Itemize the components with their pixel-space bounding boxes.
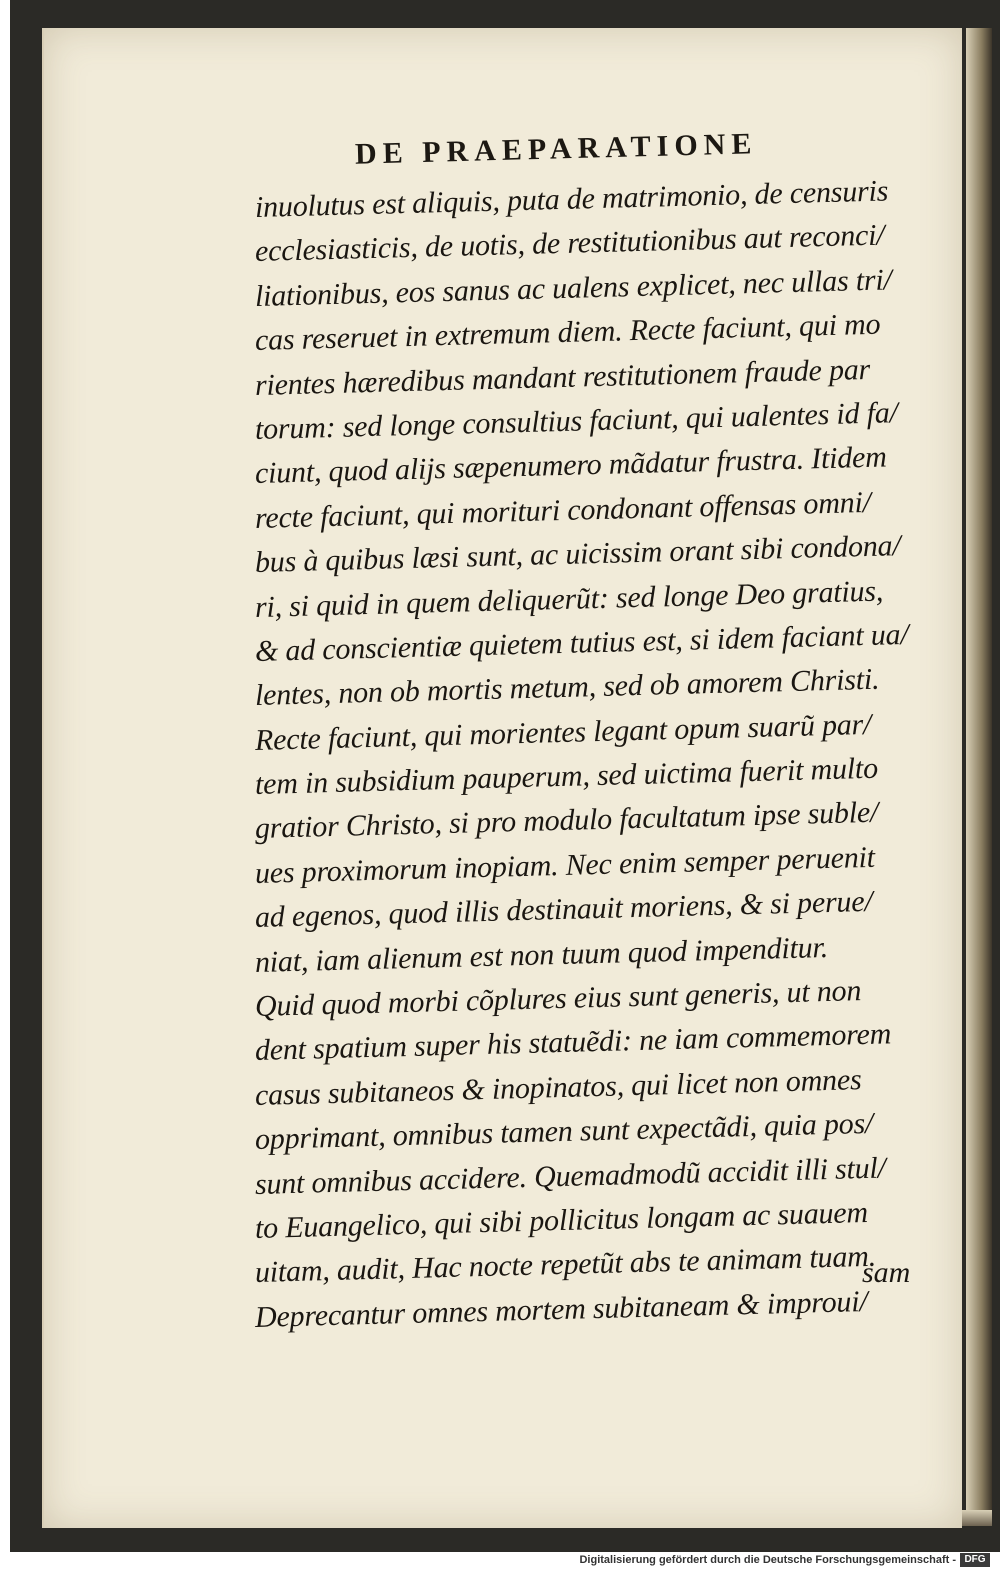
text-line: Recte faciunt, qui morientes legant opum suarũ par/ <box>254 707 872 757</box>
text-line: lentes, non ob mortis metum, sed ob amorem Christi. <box>254 662 880 713</box>
text-block <box>254 174 955 1340</box>
text-line: inuolutus est aliquis, puta de matrimonio, de censuris <box>254 174 889 224</box>
text-line: opprimant, omnibus tamen sunt expectãdi, quia pos/ <box>254 1107 874 1157</box>
text-line: gratior Christo, si pro modulo facultatum ipse suble/ <box>254 796 879 846</box>
text-line: & ad conscientiæ quietem tutius est, si idem faciant ua/ <box>254 617 909 668</box>
catchword: sam <box>862 1256 911 1289</box>
running-head: DE PRAEPARATIONE <box>354 127 758 171</box>
text-line: Deprecantur omnes mortem subitaneam & improui/ <box>254 1284 868 1334</box>
text-line: ecclesiasticis, de uotis, de restitutionibus aut reconci/ <box>254 218 885 269</box>
text-line: sunt omnibus accidere. Quemadmodũ accidit illi stul/ <box>254 1151 887 1201</box>
text-line: Quid quod morbi cõplures eius sunt generis, ut non <box>254 974 862 1024</box>
text-line: ciunt, quod alijs sæpenumero mãdatur frustra. Itidem <box>254 440 888 491</box>
text-line: niat, iam alienum est non tuum quod impenditur. <box>254 930 829 979</box>
text-line: cas reseruet in extremum diem. Recte faciunt, qui mo <box>254 307 881 358</box>
text-line: ri, si quid in quem deliquerũt: sed longe Deo gratius, <box>254 574 884 624</box>
text-line: torum: sed longe consultius faciunt, qui ualentes id fa/ <box>254 396 899 446</box>
text-line: ad egenos, quod illis destinauit moriens, & si perue/ <box>254 885 873 935</box>
text-line: tem in subsidium pauperum, sed uictima fuerit multo <box>254 751 879 802</box>
text-line: ues proximorum inopiam. Nec enim semper peruenit <box>254 840 876 890</box>
text-line: to Euangelico, qui sibi pollicitus longam ac suauem <box>254 1195 869 1245</box>
page-edge-right <box>966 28 992 1523</box>
text-line: dent spatium super his statuẽdi: ne iam commemorem <box>254 1017 892 1068</box>
text-line: casus subitaneos & inopinatos, qui licet non omnes <box>254 1062 862 1112</box>
text-line: rientes hæredibus mandant restitutionem fraude par <box>254 352 871 402</box>
text-line: liationibus, eos sanus ac ualens explicet, nec ullas tri/ <box>254 263 893 313</box>
text-line: recte faciunt, qui morituri condonant offensas omni/ <box>254 485 872 535</box>
dfg-logo: DFG <box>960 1553 990 1567</box>
text-line: bus à quibus læsi sunt, ac uicissim orant sibi condona/ <box>254 529 901 580</box>
footer-credit: Digitalisierung gefördert durch die Deutsche Forschungsgemeinschaft - <box>579 1554 956 1566</box>
text-line: uitam, audit, Hac nocte repetũt abs te animam tuam. <box>254 1240 877 1290</box>
